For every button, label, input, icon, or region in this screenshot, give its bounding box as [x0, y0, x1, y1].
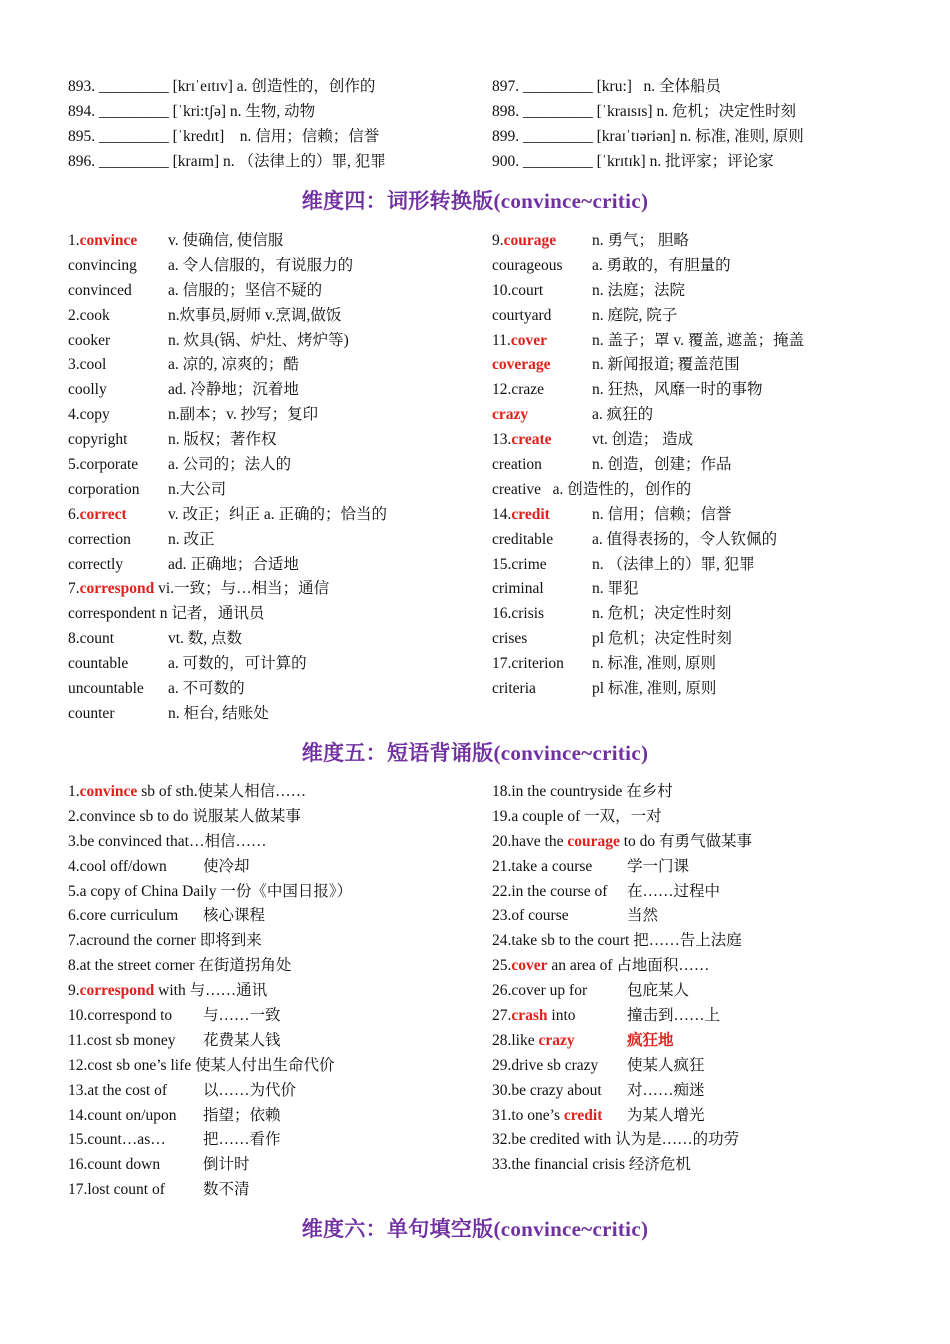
word-form-row: correction n. 改正 — [68, 530, 215, 548]
word-form-row: corporation n.大公司 — [68, 480, 227, 498]
word-form-row: coverage n. 新闻报道; 覆盖范围 — [492, 356, 740, 374]
section-heading-6: 维度六：单句填空版(convince~critic) — [301, 1217, 649, 1241]
word-form-row: cooker n. 炊具(锅、炉灶、烤炉等) — [68, 331, 349, 349]
word-form-row: crises pl 危机；决定性时刻 — [492, 630, 732, 648]
section-heading-5: 维度五：短语背诵版(convince~critic) — [301, 741, 649, 765]
phrase-row: 31.to one’s credit 为某人增光 — [492, 1106, 705, 1124]
word-forms-left — [68, 229, 488, 727]
phrase-row: 17.lost count of 数不清 — [68, 1181, 250, 1199]
phrase-row: 16.count down 倒计时 — [68, 1156, 250, 1174]
phrase-row: 20.have the courage to do 有勇气做某事 — [492, 832, 753, 850]
word-form-row: 17.criterion n. 标准, 准则, 原则 — [492, 655, 717, 673]
word-form-row: courageous a. 勇敢的，有胆量的 — [492, 256, 731, 274]
word-form-row: countable a. 可数的，可计算的 — [68, 655, 307, 673]
word-form-row: counter n. 柜台, 结账处 — [68, 704, 269, 722]
word-form-row: creation n. 创造，创建；作品 — [492, 456, 732, 474]
phrase-row: 6.core curriculum 核心课程 — [68, 907, 266, 925]
phrase-row: 18.in the countryside 在乡村 — [492, 783, 673, 800]
word-form-row: 16.crisis n. 危机；决定性时刻 — [492, 605, 732, 623]
word-form-row: courtyard n. 庭院, 院子 — [492, 306, 678, 324]
word-form-row: 9.courage n. 勇气； 胆略 — [492, 232, 689, 249]
word-form-row: 4.copy n.副本；v. 抄写；复印 — [68, 406, 319, 424]
phrase-row: 28.like crazy 疯狂地 — [492, 1031, 674, 1049]
vocab-item: 899. _________ [kraɪˈtɪəriən] n. 标准, 准则, 原则 — [492, 127, 804, 145]
phrase-row: 7.acround the corner 即将到来 — [68, 932, 262, 950]
word-form-row: uncountable a. 不可数的 — [68, 680, 245, 698]
word-form-row: copyright n. 版权；著作权 — [68, 431, 277, 449]
word-form-row: 15.crime n. （法律上的）罪, 犯罪 — [492, 555, 755, 573]
phrase-row: 12.cost sb one’s life 使某人付出生命代价 — [68, 1056, 335, 1074]
word-form-row: 13.create vt. 创造； 造成 — [492, 431, 694, 449]
phrase-row: 5.a copy of China Daily 一份《中国日报》） — [68, 882, 353, 900]
phrase-row: 8.at the street corner 在街道拐角处 — [68, 957, 292, 975]
phrase-row: 26.cover up for 包庇某人 — [492, 982, 690, 1000]
phrase-row: 33.the financial crisis 经济危机 — [492, 1156, 691, 1174]
word-form-row: convincing a. 令人信服的，有说服力的 — [68, 256, 354, 274]
vocab-list-left — [68, 75, 488, 175]
vocab-list-right — [492, 75, 932, 175]
vocab-item: 895. _________ [ˈkredɪt] n. 信用；信赖；信誉 — [68, 127, 380, 145]
phrase-row: 23.of course 当然 — [492, 907, 659, 925]
vocab-item: 896. _________ [kraɪm] n. （法律上的）罪, 犯罪 — [68, 152, 386, 170]
phrase-row: 1.convince sb of sth.使某人相信…… — [68, 783, 307, 800]
word-form-row: 14.credit n. 信用；信赖；信誉 — [492, 505, 732, 523]
phrase-row: 15.count…as… 把……看作 — [68, 1131, 281, 1149]
vocab-item: 900. _________ [ˈkrɪtɪk] n. 批评家；评论家 — [492, 152, 774, 170]
phrase-row: 11.cost sb money 花费某人钱 — [68, 1031, 281, 1049]
word-form-row: correctly ad. 正确地；合适地 — [68, 555, 299, 573]
word-form-row: 5.corporate a. 公司的；法人的 — [68, 456, 292, 474]
word-form-row: creative a. 创造性的，创作的 — [492, 480, 692, 498]
phrase-row: 2.convince sb to do 说服某人做某事 — [68, 807, 301, 825]
word-form-row: 1.convince v. 使确信, 使信服 — [68, 232, 284, 249]
phrase-row: 24.take sb to the court 把……告上法庭 — [492, 932, 742, 950]
vocab-item: 893. _________ [krɪˈeɪtɪv] a. 创造性的，创作的 — [68, 78, 376, 95]
phrase-row: 27.crash into 撞击到……上 — [492, 1007, 721, 1025]
word-form-row: 10.court n. 法庭；法院 — [492, 281, 686, 299]
word-form-row: convinced a. 信服的；坚信不疑的 — [68, 281, 323, 299]
phrase-row: 3.be convinced that…相信…… — [68, 832, 267, 850]
phrase-row: 19.a couple of 一双，一对 — [492, 807, 662, 825]
word-form-row: 6.correct v. 改正；纠正 a. 正确的；恰当的 — [68, 505, 387, 523]
word-form-row: criminal n. 罪犯 — [492, 580, 639, 598]
phrase-row: 14.count on/upon 指望；依赖 — [68, 1106, 281, 1124]
word-form-row: correspondent n 记者，通讯员 — [68, 605, 265, 623]
word-form-row: 7.correspond vi.一致；与…相当；通信 — [68, 580, 330, 598]
phrase-row: 21.take a course 学一门课 — [492, 857, 690, 875]
word-form-row: crazy a. 疯狂的 — [492, 406, 654, 424]
phrases-left — [68, 780, 488, 1203]
phrase-row: 29.drive sb crazy 使某人疯狂 — [492, 1056, 705, 1074]
phrase-row: 10.correspond to 与……一致 — [68, 1007, 281, 1025]
phrase-row: 25.cover an area of 占地面积…… — [492, 957, 710, 975]
vocab-item: 898. _________ [ˈkraɪsɪs] n. 危机；决定性时刻 — [492, 102, 796, 120]
section-heading-4: 维度四：词形转换版(convince~critic) — [301, 189, 649, 213]
phrase-row: 9.correspond with 与……通讯 — [68, 982, 268, 1000]
word-form-row: 11.cover n. 盖子；罩 v. 覆盖, 遮盖；掩盖 — [492, 331, 805, 349]
phrases-right — [492, 780, 932, 1178]
word-form-row: creditable a. 值得表扬的，令人钦佩的 — [492, 530, 778, 548]
word-form-row: 3.cool a. 凉的, 凉爽的；酷 — [68, 356, 299, 374]
word-form-row: criteria pl 标准, 准则, 原则 — [492, 680, 717, 698]
phrase-row: 22.in the course of 在……过程中 — [492, 882, 721, 900]
phrase-row: 4.cool off/down 使冷却 — [68, 857, 250, 875]
phrase-row: 30.be crazy about 对……痴迷 — [492, 1081, 705, 1099]
vocab-item: 897. _________ [kru:] n. 全体船员 — [492, 78, 722, 95]
phrase-row: 32.be credited with 认为是……的功劳 — [492, 1131, 740, 1149]
word-form-row: 12.craze n. 狂热，风靡一时的事物 — [492, 381, 763, 399]
vocab-item: 894. _________ [ˈkri:tʃə] n. 生物, 动物 — [68, 102, 316, 120]
word-forms-right — [492, 229, 932, 702]
word-form-row: 2.cook n.炊事员,厨师 v.烹调,做饭 — [68, 306, 342, 324]
phrase-row: 13.at the cost of 以……为代价 — [68, 1081, 297, 1099]
word-form-row: coolly ad. 冷静地；沉着地 — [68, 381, 299, 399]
word-form-row: 8.count vt. 数, 点数 — [68, 630, 243, 648]
